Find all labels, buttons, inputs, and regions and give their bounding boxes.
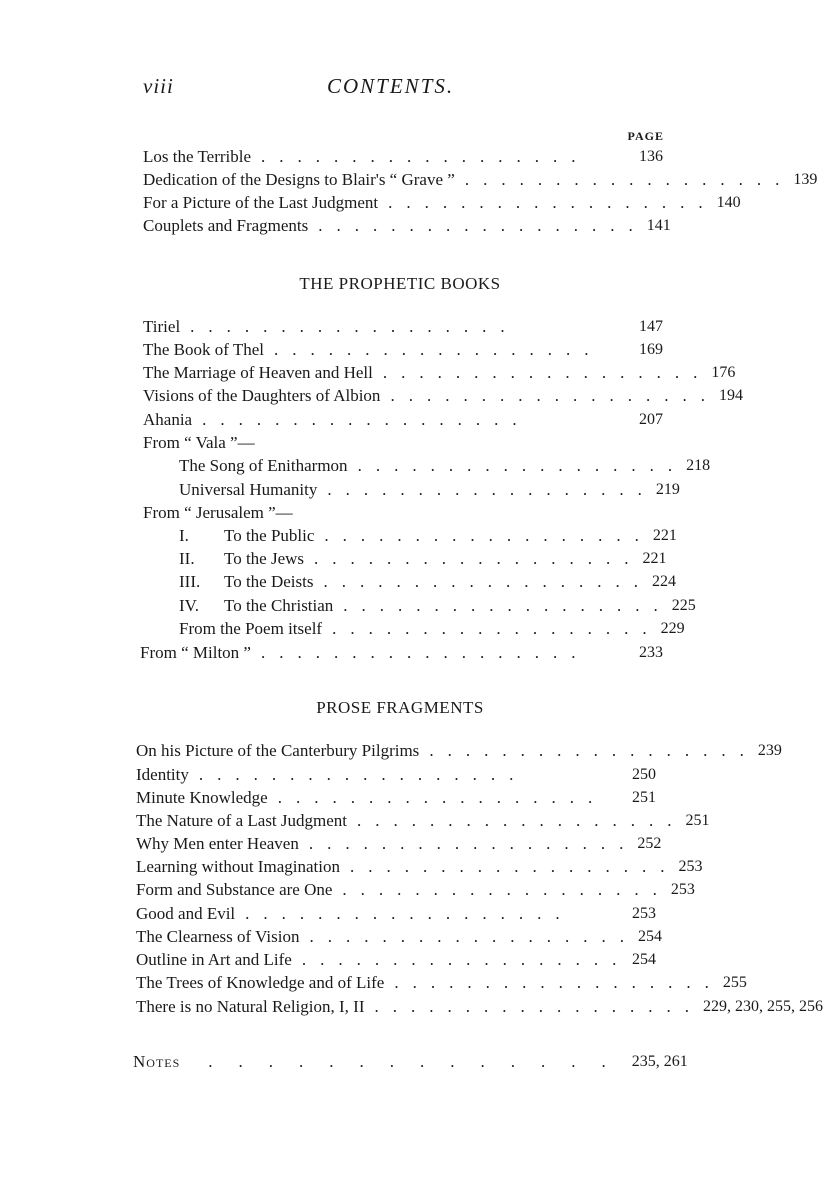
toc-entry-page: 141 [646, 217, 671, 234]
roman-numeral: II. [179, 549, 195, 568]
leader-dots: .............. [208, 1052, 632, 1071]
toc-entry-label: Identity [136, 765, 189, 784]
page-title: CONTENTS. [327, 74, 455, 98]
toc-entry [136, 878, 695, 901]
leader-dots: .................. [388, 193, 717, 212]
leader-dots: .................. [357, 811, 686, 830]
toc-entry [136, 832, 662, 855]
toc-entry-label: Visions of the Daughters of Albion [143, 386, 381, 405]
toc-entry-page: 219 [655, 481, 680, 498]
leader-dots: .................. [394, 973, 723, 992]
toc-entry-label: Los the Terrible [143, 147, 252, 166]
toc-entry-label: The Book of Thel [143, 340, 265, 359]
toc-entry-page: 253 [670, 881, 695, 898]
leader-dots: .................. [308, 834, 638, 853]
toc-entry-label: The Nature of a Last Judgment [136, 811, 348, 830]
toc-entry-label: The Song of Enitharmon [179, 456, 348, 475]
leader-dots: .................. [464, 170, 794, 189]
toc-entry [143, 384, 743, 407]
toc-entry-label: To the Deists [224, 572, 314, 591]
toc-entry-label: For a Picture of the Last Judgment [143, 193, 379, 212]
leader-dots: .................. [374, 997, 703, 1016]
toc-entry [140, 641, 663, 664]
toc-entry-page: 252 [637, 835, 662, 852]
toc-entry-label: The Marriage of Heaven and Hell [143, 363, 373, 382]
toc-entry-label: Good and Evil [136, 904, 236, 923]
toc-entry-page: 207 [639, 411, 663, 428]
toc-entry-page: 225 [671, 597, 696, 614]
toc-entry-label: To the Public [224, 526, 315, 545]
toc-entry [136, 855, 703, 878]
toc-entry-page: 250 [632, 766, 656, 783]
toc-entry-label: Learning without Imagination [136, 857, 340, 876]
toc-entry-label: From the Poem itself [179, 619, 323, 638]
leader-dots: .................. [332, 619, 661, 638]
leader-dots: .................. [324, 526, 653, 545]
toc-entry-page: 251 [632, 789, 656, 806]
toc-entry-label: Outline in Art and Life [136, 950, 292, 969]
toc-entry-page: 221 [642, 550, 667, 567]
leader-dots: .................. [327, 480, 656, 499]
leader-dots: .................. [190, 317, 519, 336]
toc-entry-label: Couplets and Fragments [143, 216, 309, 235]
toc-entry [143, 454, 711, 477]
toc-entry-label: On his Picture of the Canterbury Pilgrims [136, 741, 420, 760]
section-heading-prophetic: THE PROPHETIC BOOKS [299, 274, 501, 293]
toc-entry [136, 763, 656, 786]
toc-entry-page: 253 [632, 905, 656, 922]
toc-entry [136, 902, 656, 925]
toc-entry [143, 594, 696, 617]
toc-entry-page: 229 [660, 620, 685, 637]
toc-entry-label: The Clearness of Vision [136, 927, 300, 946]
toc-entry-page: 140 [716, 194, 741, 211]
leader-dots: .................. [277, 788, 607, 807]
toc-entry [143, 478, 680, 501]
toc-entry-label: Universal Humanity [179, 480, 318, 499]
leader-dots: .................. [390, 386, 719, 405]
toc-entry-label: Minute Knowledge [136, 788, 268, 807]
toc-entry [136, 995, 823, 1018]
toc-entry [136, 948, 656, 971]
toc-subheading [143, 501, 663, 524]
toc-entry-label: Form and Substance are One [136, 880, 333, 899]
toc-entry-page: 147 [639, 318, 663, 335]
toc-entry-label: Why Men enter Heaven [136, 834, 299, 853]
toc-entry-label: Ahania [143, 410, 193, 429]
toc-entry-page: 233 [639, 644, 663, 661]
leader-dots: .................. [261, 147, 590, 166]
toc-entry-page: 239 [757, 742, 782, 759]
toc-entry [136, 809, 710, 832]
leader-dots: .................. [323, 572, 652, 591]
toc-entry-label: Tiriel [143, 317, 181, 336]
toc-entry-label: The Trees of Knowledge and of Life [136, 973, 385, 992]
toc-entry-page: 224 [651, 573, 676, 590]
leader-dots: .................. [260, 643, 590, 662]
toc-entry-label: From “ Vala ”— [143, 433, 255, 452]
toc-entry [143, 547, 667, 570]
leader-dots: .................. [309, 927, 638, 946]
toc-entry [143, 214, 671, 237]
leader-dots: .................. [382, 363, 712, 382]
page-header [0, 74, 840, 108]
toc-entry-page: 218 [686, 457, 711, 474]
toc-entry [143, 524, 677, 547]
leader-dots: .................. [202, 410, 531, 429]
toc-entry-page: 176 [711, 364, 736, 381]
toc-entry [143, 315, 663, 338]
roman-numeral: IV. [179, 596, 199, 615]
toc-entry [136, 739, 782, 762]
toc-entry-page: 254 [637, 928, 662, 945]
toc-entry [143, 145, 663, 168]
toc-entry-notes [133, 1050, 688, 1073]
toc-entry-page: 221 [652, 527, 677, 544]
toc-entry-page: 254 [632, 951, 656, 968]
toc-entry [143, 168, 818, 191]
leader-dots: .................. [343, 596, 672, 615]
leader-dots: .................. [357, 456, 687, 475]
toc-entry-label: Dedication of the Designs to Blair's “ Grave ” [143, 170, 455, 189]
toc-entry [143, 338, 663, 361]
toc-entry-page: 194 [718, 387, 743, 404]
toc-entry-page: 251 [685, 812, 710, 829]
toc-entry [136, 971, 747, 994]
toc-entry-page: 235, 261 [631, 1053, 688, 1070]
leader-dots: .................. [314, 549, 643, 568]
toc-entry-label: Notes [133, 1052, 181, 1071]
leader-dots: .................. [318, 216, 647, 235]
toc-entry [136, 925, 662, 948]
toc-subheading [143, 431, 663, 454]
leader-dots: .................. [429, 741, 758, 760]
leader-dots: .................. [198, 765, 528, 784]
toc-entry [143, 408, 663, 431]
toc-entry-label: There is no Natural Religion, I, II [136, 997, 365, 1016]
toc-entry-page: 255 [722, 974, 747, 991]
toc-entry-page: 136 [639, 148, 663, 165]
toc-entry [143, 617, 685, 640]
leader-dots: .................. [349, 857, 679, 876]
leader-dots: .................. [274, 340, 603, 359]
toc-entry-label: From “ Jerusalem ”— [143, 503, 293, 522]
toc-entry-page: 139 [793, 171, 818, 188]
toc-entry [143, 361, 736, 384]
roman-numeral: I. [179, 526, 189, 545]
toc-entry-label: To the Jews [224, 549, 305, 568]
page-number: viii [143, 74, 174, 98]
leader-dots: .................. [245, 904, 574, 923]
toc-entry-page: 169 [639, 341, 663, 358]
toc-entry [143, 191, 741, 214]
leader-dots: .................. [301, 950, 631, 969]
section-heading-prose: PROSE FRAGMENTS [316, 698, 484, 717]
roman-numeral: III. [179, 572, 201, 591]
page-column-label: PAGE [627, 129, 664, 143]
toc-entry-label: From “ Milton ” [140, 643, 251, 662]
leader-dots: .................. [342, 880, 671, 899]
toc-entry-label: To the Christian [224, 596, 334, 615]
toc-entry [143, 570, 676, 593]
toc-entry [136, 786, 656, 809]
toc-entry-page: 229, 230, 255, 256 [703, 998, 823, 1015]
toc-entry-page: 253 [678, 858, 703, 875]
